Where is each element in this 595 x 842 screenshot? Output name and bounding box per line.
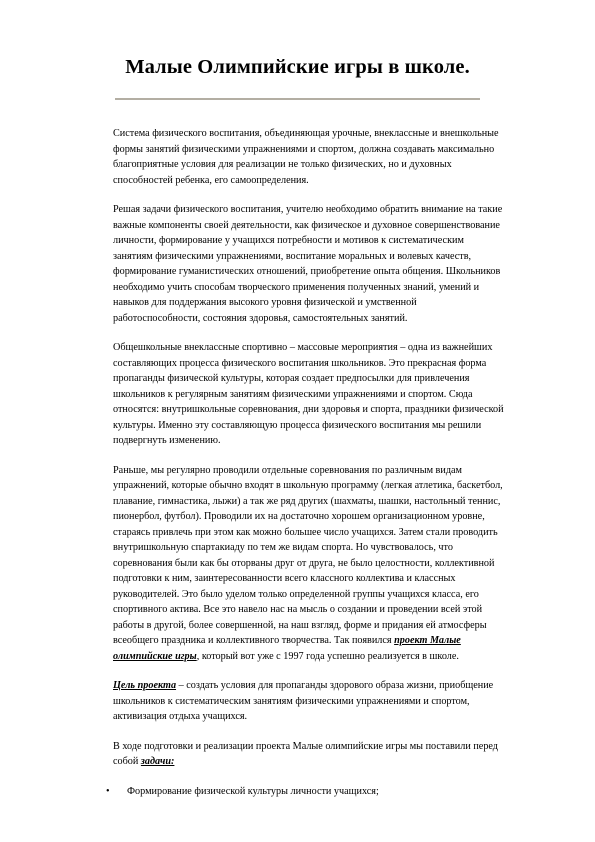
paragraph-5 — [113, 678, 505, 725]
tasks-label: задачи: — [140, 756, 175, 767]
project-goal-label: Цель проекта — [113, 680, 177, 691]
list-item — [106, 784, 505, 800]
project-link[interactable]: проект Малые олимпийские игры — [113, 635, 461, 662]
bullet-icon: • — [106, 785, 110, 797]
list-item-text: Формирование физической культуры личности учащихся; — [127, 785, 379, 797]
paragraph-3: Общешкольные внеклассные спортивно – массовые мероприятия – одна из важнейших составляющих процесса физического воспитания школьников. Это прекрасная форма пропаганды физической культуры, которая создает предпосылки для привлечения школьников к регулярным занятиям физическими упражнениями и спортом. Сюда относятся: внутришкольные соревнования, дни здоровья и спорта, праздники физической культуры. Именно эту составляющую процесса физического воспитания мы решили подвергнуть изменению. — [113, 342, 504, 446]
paragraph-1: Система физического воспитания, объединяющая урочные, внеклассные и внешкольные формы занятий физическими упражнениями и спортом, должна создавать максимально благоприятные условия для реализации не только физических, но и духовных способностей ребенка, его самоопределения. — [113, 128, 499, 186]
paragraph-4 — [113, 463, 505, 665]
document-body — [106, 126, 505, 799]
paragraph-4-tail: , который вот уже с 1997 года успешно реализуется в школе. — [196, 650, 459, 662]
paragraph-2: Решая задачи физического воспитания, учителю необходимо обратить внимание на такие важные компоненты своей деятельности, как физическое и духовное совершенствование личности, формирование у учащихся потребности и мотивов к систематическим занятиям физическими упражнениями, воспитание моральных и волевых качеств, формирование гуманистических отношений, приобретение опыта общения. Школьников необходимо учить способам творческого применения полученных знаний, умений и навыков для поддержания высокого уровня физической и умственной работоспособности, состояния здоровья, самостоятельных занятий. — [113, 204, 503, 324]
title-divider — [115, 98, 480, 100]
paragraph-5-text: – создать условия для пропаганды здорового образа жизни, приобщение школьников к систематическим занятиям физическими упражнениями и спортом, активизация отдыха учащихся. — [113, 680, 494, 722]
paragraph-6-text: В ходе подготовки и реализации проекта Малые олимпийские игры мы поставили перед собой — [113, 740, 498, 767]
paragraph-6 — [113, 739, 505, 770]
page-title: Малые Олимпийские игры в школе. — [125, 56, 470, 78]
tasks-list — [106, 784, 505, 800]
paragraph-4-text: Раньше, мы регулярно проводили отдельные соревнования по различным видам упражнений, которые обычно входят в школьную программу (легкая атлетика, баскетбол, плавание, гимнастика, лыжи) а так же ряд других (шахматы, шашки, настольный теннис, пионербол, футбол). Проводили их на достаточно хорошем организационном уровне, стараясь привлечь при этом как можно большее число учащихся. Затем стали проводить внутришкольную спартакиаду по тем же видам спорта. Но чувствовалось, что соревнования были как бы оторваны друг от друга, не было целостности, коллективной подготовки к ним, заинтересованности всего классного коллектива и классных руководителей. Это было уделом только определенной группы учащихся класса, его спортивного актива. Все это навело нас на мысль о создании и проведении всей этой работы в другой, более совершенной, на наш взгляд, форме и придания ей атмосферы всеобщего праздника и коллективного творчества. Так появился — [113, 464, 503, 646]
